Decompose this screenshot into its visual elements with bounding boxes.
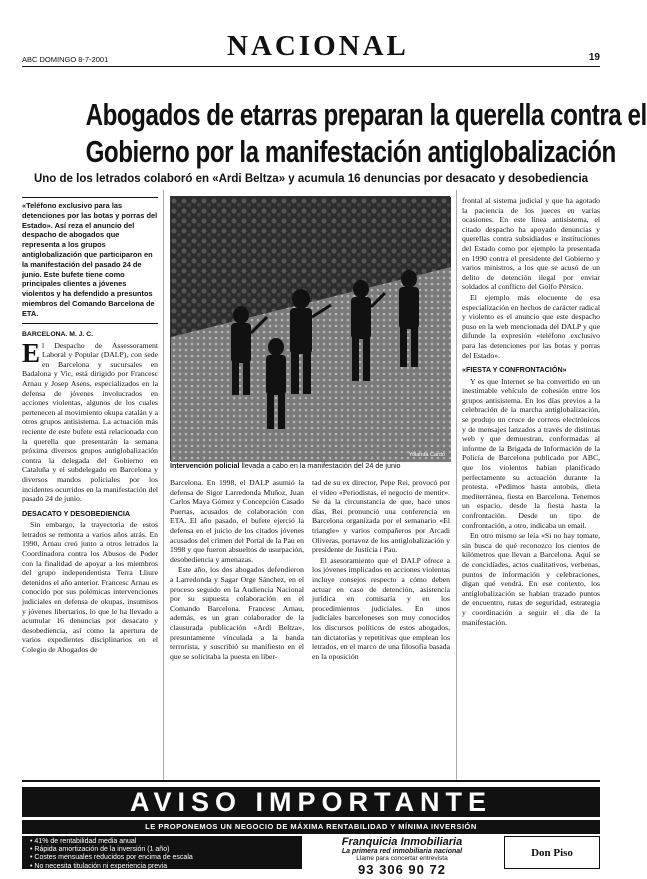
byline: BARCELONA. M. J. C. — [22, 331, 93, 338]
paragraph: l Despacho de Assessorament Laboral y Popular (DALP), con sede en Barcelona y sucursales en Badalona y Vic, está dirigido por Francesc Arnau y Josep Asens, especializados en la defensa de jóvenes involucrados en acciones violentas, algunos de los cuales pertenecen al movimiento okupa catalán y a otros grupos antisistema. La actuación más reciente de este bufete está relacionada con la querella que presentarán la semana próxima diversos grupos antiglobalización contra la delegada del Gobierno en Cataluña y el subdelegado en Barcelona y diversos mandos policiales por los incidentes ocurridos en la manifestación del pasado 24 de junio. — [22, 340, 158, 504]
headline — [85, 96, 647, 170]
paragraph: Y es que Internet se ha convertido en un inestimable vehículo de cohesión entre los grupos antisistema. En los días previos a la celebración de la marcha antiglobalización, se produjo un cruce de correos electrónicos y de mensajes lanzados a través de distintas web y que demuestran, conformadas al informe de la Brigada de Información de la Policía de Barcelona publicado por ABC, que los violentos habían planificado perfectamente su actuación durante la protesta. «Pedimos hasta autobús, dieta mediterránea, fiesta en Barcelona. Tenemos un espacio, desde la fiesta hasta la confrontación. Desde un tipo de confrontación, a otro, indicaba un email. — [462, 376, 600, 530]
issue-date: ABC DOMINGO 8-7-2001 — [22, 55, 109, 64]
list-item: • Formación continua especializada — [30, 871, 294, 879]
header-rule — [22, 66, 600, 67]
photo-credit: Yolanda Cardo — [408, 452, 445, 458]
paragraph: En otro mismo se leía «Si no hay tomate, sin busca de qué reconozco los cientos de kilómetros que llevan a Barcelona. Aquí se de concidíades, actos cualitativos, verbenas, puntos de información y celebraciones, digan qué vendrá. En ese contexto, los antiglobalización se habían trazado puntos de encuentro, rutas de seguridad, estrategia y coordinación a seguir el día de la manifestación. — [462, 531, 600, 627]
photo-caption — [170, 461, 450, 470]
section-subtitle: DESACATO Y DESOBEDIENCIA — [22, 508, 131, 518]
list-item: • No necesita titulación ni experiencia previa — [30, 863, 294, 871]
section-subtitle: «FIESTA Y CONFRONTACIÓN» — [462, 365, 567, 375]
caption-lead: Intervención policial — [170, 461, 240, 470]
police-charge-illustration — [171, 197, 451, 462]
ad-slogan: La primera red inmobiliaria nacional — [341, 848, 463, 855]
paragraph: frontal al sistema judicial y que ha agotado la paciencia de los jueces en varias ocasiones. En este línea antisistema, el citado despacho ha apoyado denuncias y querellas contra subsidiados e instituciones del Estado como por ejemplo la presentada en 1990 contra el presidente del Gobierno y varios ministros, a los que se acusó de un delito de detención ilegal por enviar soldados al conflicto del Golfo Pérsico. — [462, 196, 600, 292]
ad-brand: Franquicia Inmobiliaria — [341, 836, 463, 848]
paragraph: El ejemplo más elocuente de esa especialización en hechos de carácter radical y violento es el anuncio que este despacho puso en la web mencionada del DALP y que difunde la expresión «teléfono exclusivo para las detenciones por las botas y porras del Estado». — [462, 292, 600, 360]
ad-call-text: Llame para concertar entrevista — [356, 855, 448, 862]
section-title: NACIONAL — [227, 30, 409, 62]
list-item: • 41% de rentabilidad media anual — [30, 838, 294, 846]
ad-body — [22, 836, 600, 878]
subheadline: Uno de los letrados colaboró en «Ardi Beltza» y acumula 16 denuncias por desacato y desobediencia — [33, 173, 589, 185]
drop-cap: E — [22, 337, 41, 368]
paragraph: tad de su ex director, Pepe Rei, provocó por el vídeo «Periodistas, el negocio de mentir». Se da la circunstancia de que, hace unos días, Rei pronunció una conferencia en Barcelona organizada por el semanario «El triangle» y varios compañeros por Arcadi Oliveras, portavoz de los antiglobalización y presidente de Justícia i Pau. — [312, 478, 450, 555]
list-item: • Costes mensuales reducidos por encima de escala — [30, 854, 294, 862]
ad-tagline-bar: LE PROPONEMOS UN NEGOCIO DE MÁXIMA RENTABILIDAD Y MÍNIMA INVERSIÓN — [22, 820, 600, 834]
headline-line: Abogados de etarras preparan la querella contra el — [85, 97, 647, 132]
column-divider — [163, 190, 164, 798]
brand-logo: Don Piso — [504, 836, 600, 869]
paragraph: Este año, los dos abogados defendieron a Larredonda y Sagar Orge Sánchez, en el proceso seguido en la Audiencia Nacional por su supuesta colaboración en el Comando Barcelona. Francesc Arnau, además, es un gran colaborador de la clausurada publicación «Ardi Beltza», presuntamente vinculada a la banda terrorista, y suscribió su manifiesto en el que se solicitaba la puesta en liber- — [170, 565, 304, 661]
ad-title: AVISO IMPORTANTE — [22, 787, 600, 817]
advertisement — [22, 780, 600, 878]
ad-phone: 93 306 90 72 — [358, 862, 446, 877]
column-3 — [312, 478, 450, 778]
paragraph: Barcelona. En 1998, el DALP asumió la defensa de Sigor Larredonda Muñoz, Juan Carlos Maya Gómez y Concepción Casado Puertas, acusados de colaboración con ETA. El año pasado, el bufete ejerció la defensa en el juicio de los citados jóvenes acusados del crimen del Portal de la Pau en 1998 y que fueron absueltos de usurpación, desobediencia y amenazas. — [170, 478, 304, 564]
page-number: 19 — [588, 52, 600, 63]
column-divider — [456, 190, 457, 798]
ad-contact — [312, 836, 492, 877]
headline-line: Gobierno por la manifestación antiglobalización — [85, 134, 616, 169]
ad-benefits-list — [22, 836, 302, 878]
column-1 — [22, 330, 158, 780]
paragraph: El asesoramiento que el DALP ofrece a los jóvenes implicados en acciones violentas incluye consejos respecto a cómo deben actuar en caso de detención, asistencia jurídica en comisaría y en los procedimientos judiciales. En unos judiciales barceloneses son muy conocidos los discursos políticos de estos abogados, tan dictatorias y repetitivas que emplean los letrados, en el marco de una filosofía basada en la oposición — [312, 555, 450, 661]
paragraph: Sin embargo, la trayectoria de estos letrados se remonta a varios años atrás. En 1990, Arnau creó junto a otros letrados la Coordinadora contra los Abusos de Poder con la finalidad de apoyar a los miembros del grupo independentista Terra Lliure detenidos el año anterior. Francesc Arnau es conocido por sus polémicas intervenciones judiciales en defensa de okupas, insumisos y jóvenes libertarios, lo que le ha llevado a acumular 16 denuncias por desacato y desobediencia, así como la apertura de varios expedientes disciplinarios en el Colegio de Abogados de — [22, 520, 158, 654]
column-2 — [170, 478, 304, 778]
column-4 — [462, 196, 600, 778]
list-item: • Rápida amortización de la inversión (1 año) — [30, 846, 294, 854]
caption-text: llevada a cabo en la manifestación del 24 de junio — [241, 461, 401, 470]
lead-summary: «Teléfono exclusivo para las detenciones por las botas y porras del Estado». Así reza el anuncio del despacho de abogados que representa a los grupos antiglobalización que participaron en la manifestación del pasado 24 de junio. Este bufete tiene como principales clientes a jóvenes violentos y ha defendido a presuntos miembros del Comando Barcelona de ETA. — [22, 197, 158, 324]
news-photo — [170, 196, 450, 461]
page-header — [22, 30, 600, 70]
